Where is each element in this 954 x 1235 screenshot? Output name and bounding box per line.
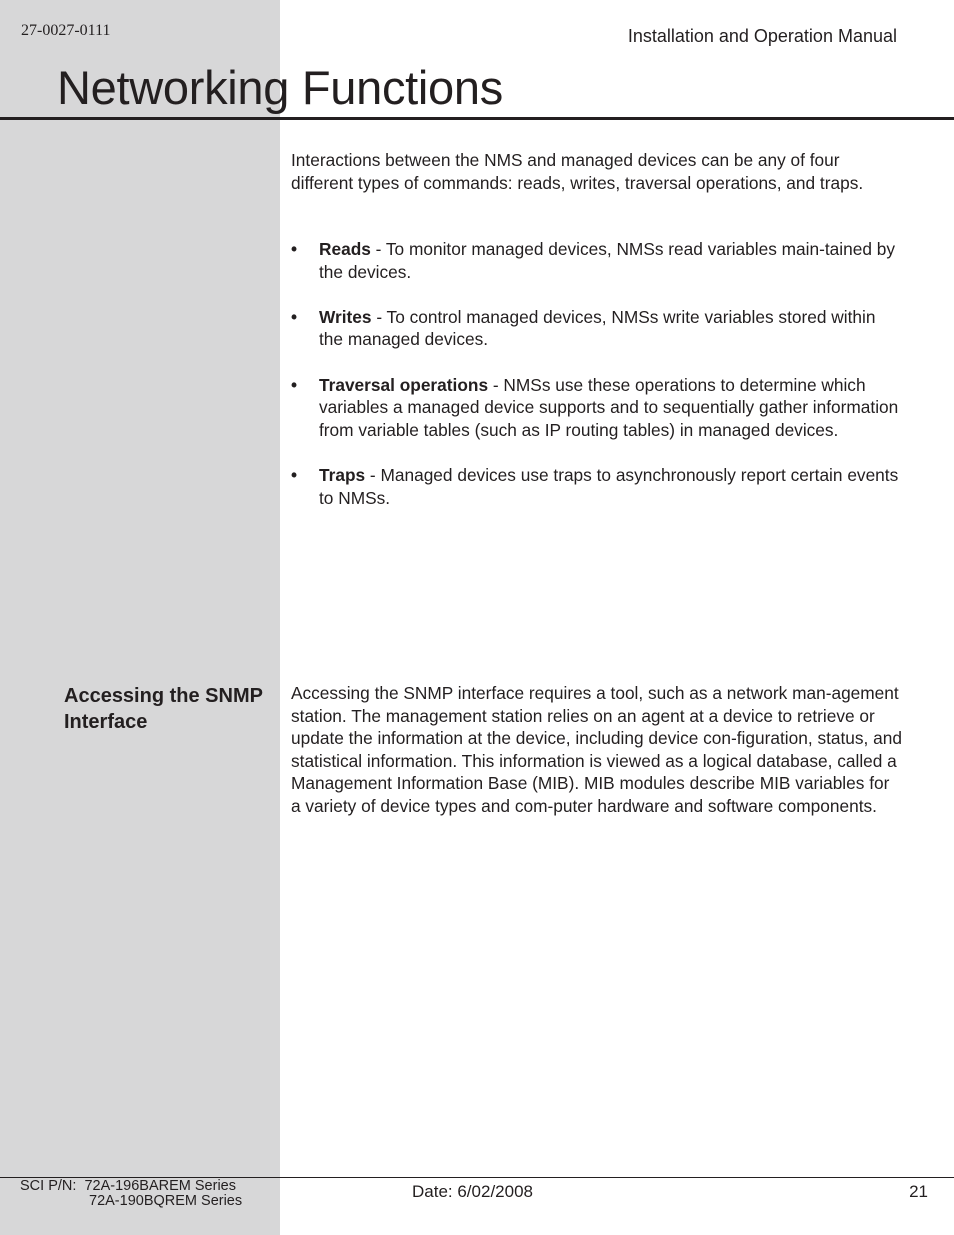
left-margin-panel (0, 0, 280, 1235)
page-title: Networking Functions (57, 61, 503, 114)
document-date: Date: 6/02/2008 (412, 1182, 533, 1201)
bullet-icon: • (291, 239, 298, 259)
command-type-list (291, 238, 901, 532)
list-item-term: Writes (319, 306, 372, 327)
part-number-block (20, 1179, 242, 1209)
list-item (291, 464, 901, 509)
title-divider (0, 117, 954, 120)
list-item (291, 306, 901, 351)
list-item (291, 238, 901, 283)
part-number-line-2: 72A-190BQREM Series (89, 1193, 243, 1209)
list-item (291, 374, 901, 442)
section-heading: Accessing the SNMP Interface (64, 685, 263, 733)
list-item-description: - Managed devices use traps to asynchronously report certain events to NMSs. (319, 464, 899, 508)
list-item-description: - NMSs use these operations to determine which variables a managed device supports and to sequentially gather information from variable tables (such as IP routing tables) in managed devices. (319, 374, 899, 440)
section-paragraph: Accessing the SNMP interface requires a tool, such as a network man-agement station. The management station relies on an agent at a device to retrieve or update the information at the device, including device con-figuration, status, and statistical information. This information is viewed as a logical database, called a Management Information Base (MIB). MIB modules describe MIB variables for a variety of device types and com-puter hardware and software components. (291, 683, 902, 816)
list-item-term: Reads (319, 239, 371, 259)
part-number-line-1: 72A-196BAREM Series (84, 1178, 236, 1194)
intro-paragraph: Interactions between the NMS and managed devices can be any of four different types of commands: reads, writes, traversal operations, and traps. (291, 150, 864, 193)
manual-title: Installation and Operation Manual (627, 26, 897, 46)
page-number: 21 (909, 1182, 928, 1201)
list-item-term: Traversal operations (319, 374, 489, 395)
bullet-icon: • (291, 464, 298, 485)
list-item-description: - To control managed devices, NMSs write variables stored within the managed devices. (319, 306, 876, 350)
document-number: 27-0027-0111 (21, 22, 111, 39)
list-item-description: - To monitor managed devices, NMSs read variables main-tained by the devices. (319, 239, 895, 282)
part-number-label: SCI P/N: (20, 1178, 77, 1194)
bullet-icon: • (291, 374, 298, 395)
list-item-term: Traps (319, 464, 366, 485)
bullet-icon: • (291, 306, 298, 327)
